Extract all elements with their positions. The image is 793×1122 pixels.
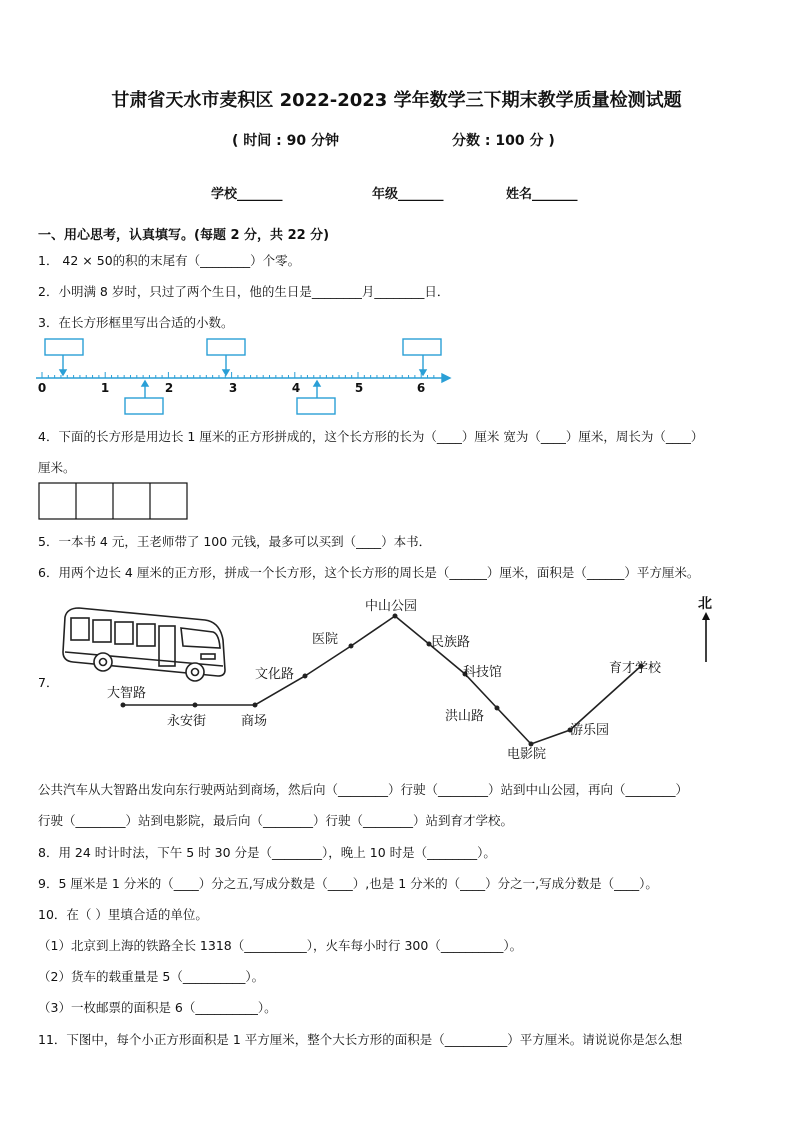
question-1: 1． 42 × 50的积的末尾有（________）个零。 — [38, 253, 301, 268]
question-7-line-2: 行驶（________）站到电影院，最后向（________）行驶（________）站到育才学校。 — [38, 813, 514, 828]
tick-label-4: 4 — [291, 381, 301, 395]
tick-label-6: 6 — [416, 381, 426, 395]
number-line-figure — [30, 335, 460, 420]
stop-amusement-park: 游乐园 — [570, 723, 610, 738]
stop-science-museum: 科技馆 — [463, 665, 503, 680]
page-title: 甘肃省天水市麦积区 2022-2023 学年数学三下期末教学质量检测试题 — [111, 90, 682, 111]
question-3: 3．在长方形框里写出合适的小数。 — [38, 315, 234, 330]
answer-box-2[interactable] — [207, 339, 245, 355]
question-7-line-1: 公共汽车从大智路出发向东行驶两站到商场，然后向（________）行驶（________）站到中山公园，再向（________） — [38, 782, 689, 797]
north-label: 北 — [698, 596, 712, 612]
question-10-3: （3）一枚邮票的面积是 6（__________）。 — [38, 1000, 277, 1015]
name-field: 姓名_______ — [506, 187, 578, 202]
question-7-label: 7． — [38, 675, 59, 690]
question-2: 2．小明满 8 岁时，只过了两个生日，他的生日是________月________日． — [38, 284, 450, 299]
stop-mall: 商场 — [241, 714, 268, 729]
tick-label-5: 5 — [354, 381, 364, 395]
question-10: 10．在（ ）里填合适的单位。 — [38, 907, 208, 922]
question-8: 8．用 24 时计时法，下午 5 时 30 分是（________），晚上 10 时是（________）。 — [38, 845, 496, 860]
school-field: 学校_______ — [211, 187, 283, 202]
bus-route-map — [55, 592, 735, 772]
stop-cinema: 电影院 — [507, 747, 547, 762]
question-4-line-2: 厘米。 — [38, 460, 76, 475]
rectangle-of-squares — [38, 482, 190, 522]
stop-zhongshan-park: 中山公园 — [365, 599, 418, 614]
north-arrow-icon — [698, 596, 712, 662]
grade-field: 年级_______ — [372, 187, 444, 202]
axis-arrow — [442, 374, 450, 382]
answer-box-5[interactable] — [297, 398, 335, 414]
stop-wenhua-road: 文化路 — [255, 667, 295, 682]
tick-label-1: 1 — [100, 381, 110, 395]
stop-hongshan-road: 洪山路 — [445, 709, 485, 724]
question-11: 11．下图中，每个小正方形面积是 1 平方厘米，整个大长方形的面积是（__________）平方厘米。请说说你是怎么想 — [38, 1032, 683, 1047]
exam-score: 分数 : 100 分 ) — [452, 133, 555, 149]
question-5: 5．一本书 4 元，王老师带了 100 元钱，最多可以买到（____）本书． — [38, 534, 432, 549]
question-6: 6．用两个边长 4 厘米的正方形，拼成一个长方形，这个长方形的周长是（______）厘米，面积是（______）平方厘米。 — [38, 565, 700, 580]
section-heading: 一、用心思考，认真填写。(每题 2 分，共 22 分) — [38, 228, 330, 243]
answer-box-4[interactable] — [125, 398, 163, 414]
exam-time: ( 时间 : 90 分钟 — [232, 133, 339, 149]
stop-yucai-school: 育才学校 — [609, 661, 662, 676]
stop-yongan-street: 永安街 — [167, 714, 207, 729]
question-9: 9．5 厘米是 1 分米的（____）分之五,写成分数是（____）,也是 1 分米的（____）分之一,写成分数是（____）。 — [38, 876, 658, 891]
answer-box-1[interactable] — [45, 339, 83, 355]
stop-minzu-road: 民族路 — [431, 635, 471, 650]
tick-label-2: 2 — [164, 381, 174, 395]
stop-hospital: 医院 — [312, 632, 339, 647]
question-10-2: （2）货车的载重量是 5（__________）。 — [38, 969, 265, 984]
tick-label-0: 0 — [37, 381, 47, 395]
stop-dazhi-road: 大智路 — [107, 686, 147, 701]
answer-box-3[interactable] — [403, 339, 441, 355]
bus-icon — [63, 608, 225, 681]
question-10-1: （1）北京到上海的铁路全长 1318（__________），火车每小时行 300（__________）。 — [38, 938, 523, 953]
question-4-line-1: 4．下面的长方形是用边长 1 厘米的正方形拼成的，这个长方形的长为（____）厘米 宽为（____）厘米，周长为（____） — [38, 429, 704, 444]
tick-label-3: 3 — [228, 381, 238, 395]
